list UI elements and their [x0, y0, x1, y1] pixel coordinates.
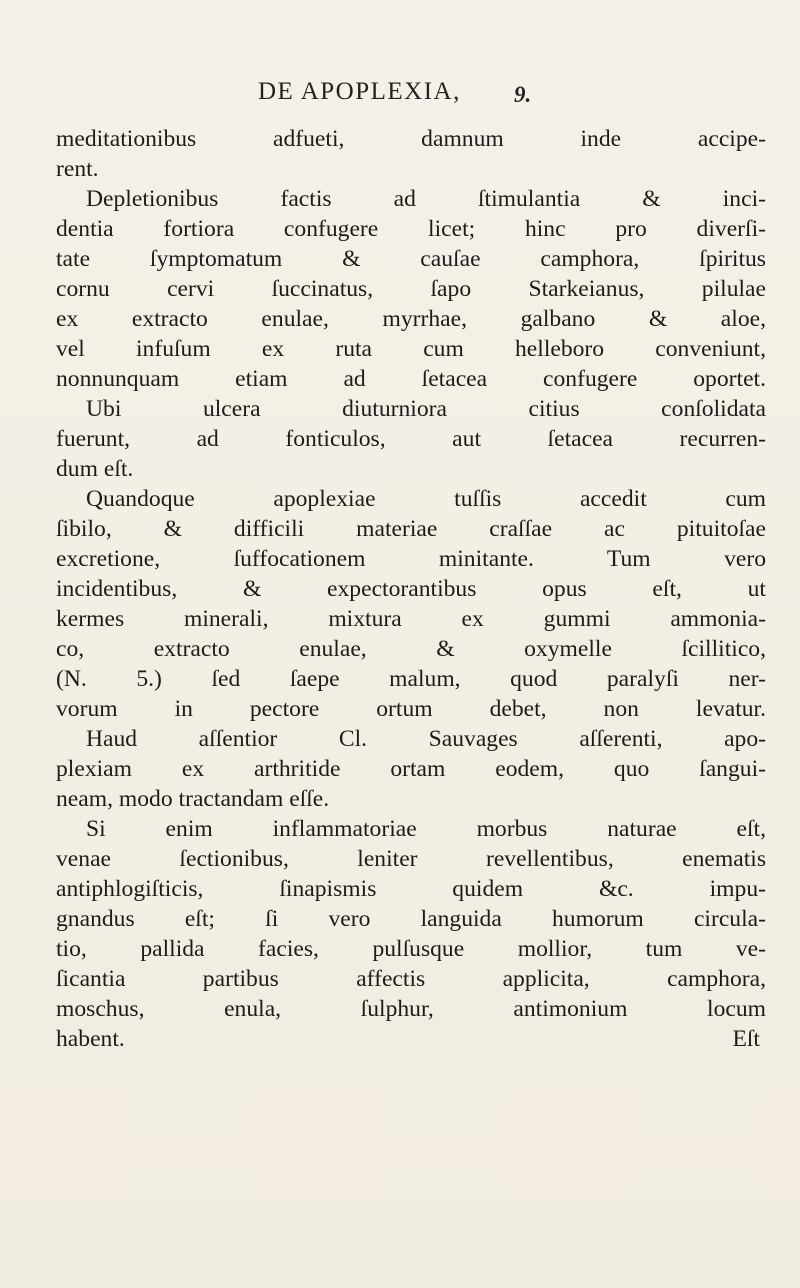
text-line: antiphlogiſticis, ſinapismis quidem &c. impu- — [56, 876, 766, 902]
text-line: ſicantia partibus affectis applicita, camphora, — [56, 966, 766, 992]
text-line: tate ſymptomatum & cauſae camphora, ſpiritus — [56, 246, 766, 272]
text-line: cornu cervi ſuccinatus, ſapo Starkeianus, pilulae — [56, 276, 766, 302]
text-line: vel infuſum ex ruta cum helleboro conveniunt, — [56, 336, 766, 362]
text-line: vorum in pectore ortum debet, non levatur. — [56, 696, 766, 722]
paragraph-first-line: Depletionibus factis ad ſtimulantia & inci- — [86, 186, 766, 212]
text-line: fuerunt, ad fonticulos, aut ſetacea recurren- — [56, 426, 766, 452]
text-line: neam, modo tractandam eſſe. — [56, 786, 330, 812]
paragraph-first-line: Haud aſſentior Cl. Sauvages aſſerenti, apo- — [86, 726, 766, 752]
running-head — [0, 78, 800, 118]
text-line: plexiam ex arthritide ortam eodem, quo ſangui- — [56, 756, 766, 782]
text-line: gnandus eſt; ſi vero languida humorum circula- — [56, 906, 766, 932]
text-line: kermes minerali, mixtura ex gummi ammonia- — [56, 606, 766, 632]
text-line: ſibilo, & difficili materiae craſſae ac pituitoſae — [56, 516, 766, 542]
last-line — [56, 1024, 766, 1054]
text-line: nonnunquam etiam ad ſetacea confugere oportet. — [56, 366, 766, 392]
text-line: excretione, ſuffocationem minitante. Tum vero — [56, 546, 766, 572]
text-line: habent. — [56, 1026, 125, 1052]
paragraph-first-line: Si enim inflammatoriae morbus naturae eſt, — [86, 816, 766, 842]
page-number: 9. — [514, 82, 532, 107]
text-line: meditationibus adfueti, damnum inde accipe- — [56, 126, 766, 152]
text-line: ex extracto enulae, myrrhae, galbano & aloe, — [56, 306, 766, 332]
text-line: moschus, enula, ſulphur, antimonium locum — [56, 996, 766, 1022]
text-line: dum eſt. — [56, 456, 134, 482]
text-line: rent. — [56, 156, 99, 182]
body-text — [56, 124, 766, 1054]
text-line: co, extracto enulae, & oxymelle ſcillitico, — [56, 636, 766, 662]
paragraph-first-line: Ubi ulcera diuturniora citius conſolidata — [86, 396, 766, 422]
text-line: venae ſectionibus, leniter revellentibus, enematis — [56, 846, 766, 872]
text-line: tio, pallida facies, pulſusque mollior, tum ve- — [56, 936, 766, 962]
catchword: Eſt — [732, 1026, 760, 1052]
text-line: incidentibus, & expectorantibus opus eſt, ut — [56, 576, 766, 602]
paragraph-first-line: Quandoque apoplexiae tuſſis accedit cum — [86, 486, 766, 512]
text-line: (N. 5.) ſed ſaepe malum, quod paralyſi ner- — [56, 666, 766, 692]
text-line: dentia fortiora confugere licet; hinc pro diverſi- — [56, 216, 766, 242]
running-head-title: DE APOPLEXIA, — [258, 78, 461, 105]
